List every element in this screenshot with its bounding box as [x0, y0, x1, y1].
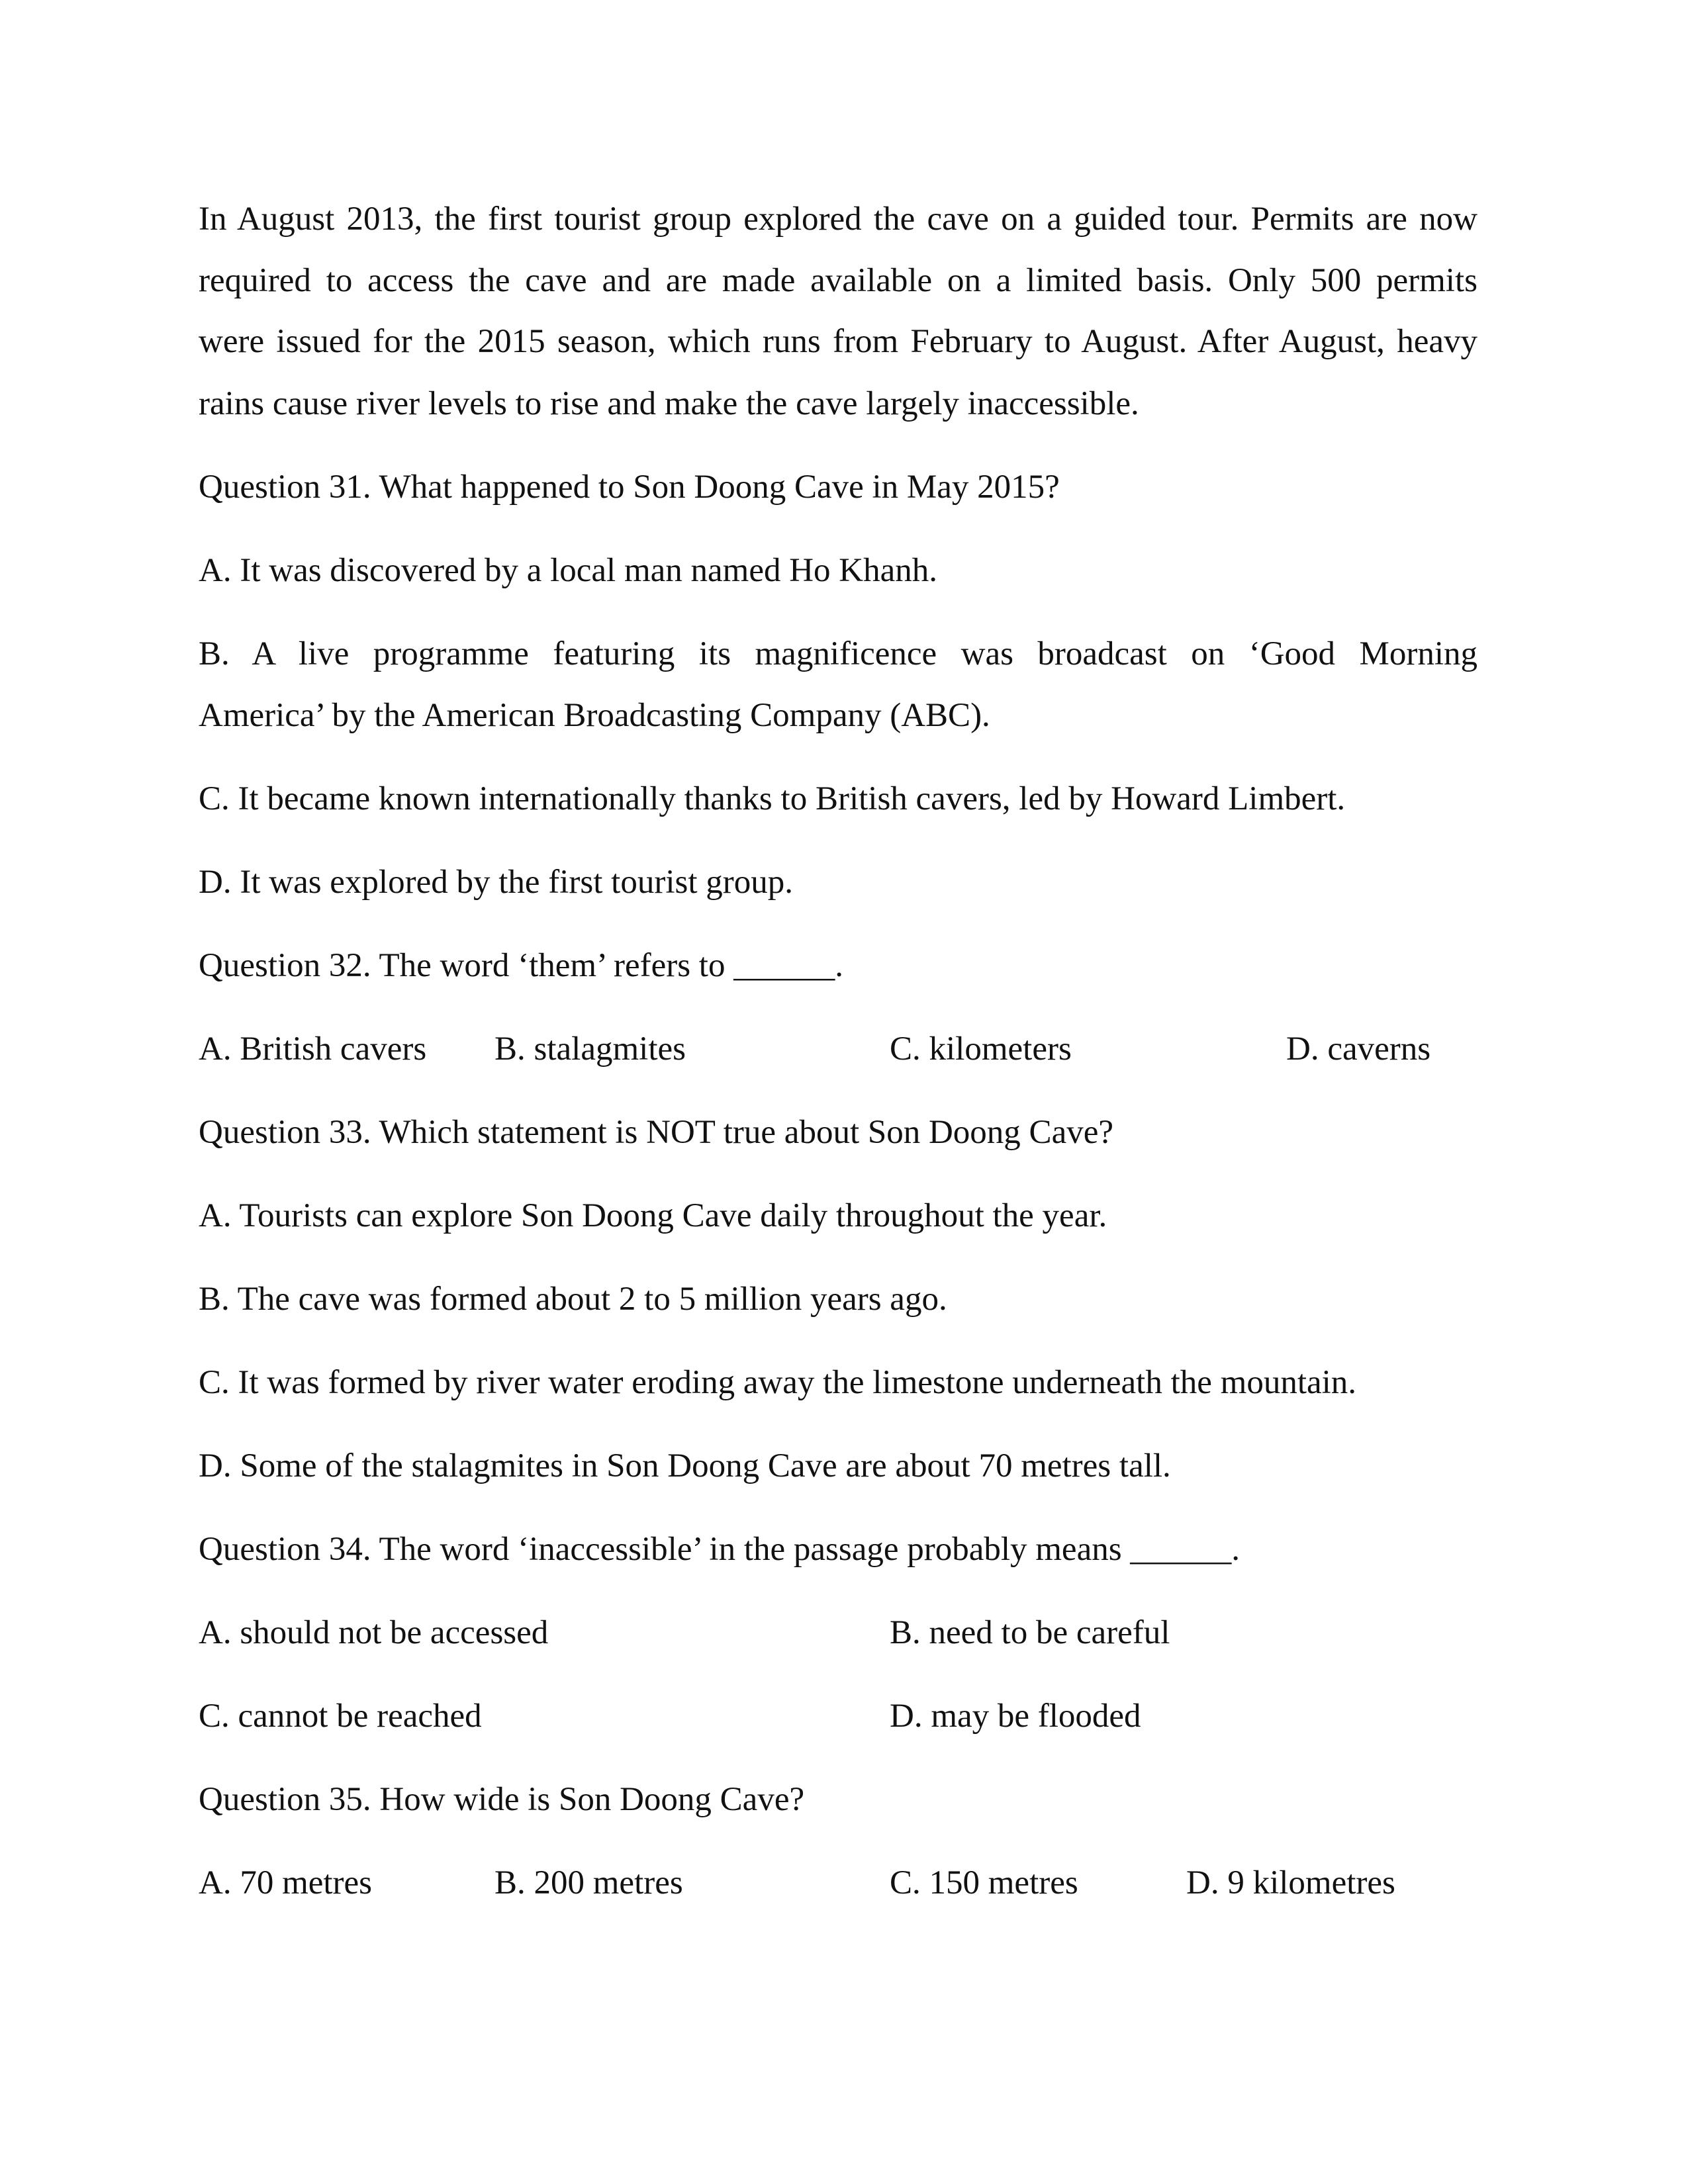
question-35-option-b: B. 200 metres [494, 1864, 683, 1901]
question-33-stem: Question 33. Which statement is NOT true about Son Doong Cave? [199, 1114, 1113, 1151]
question-33-option-b: B. The cave was formed about 2 to 5 million years ago. [199, 1281, 947, 1318]
question-32-option-b: B. stalagmites [494, 1030, 686, 1068]
question-34-option-c: C. cannot be reached [199, 1698, 482, 1735]
question-31-stem: Question 31. What happened to Son Doong Cave in May 2015? [199, 469, 1060, 506]
question-32-option-a: A. British cavers [199, 1030, 427, 1068]
question-34-option-d: D. may be flooded [890, 1698, 1141, 1735]
question-34-stem: Question 34. The word ‘inaccessible’ in the passage probably means ______. [199, 1531, 1241, 1568]
question-32-stem: Question 32. The word ‘them’ refers to ______. [199, 947, 843, 984]
question-31-option-c: C. It became known internationally thanks to British cavers, led by Howard Limbert. [199, 780, 1346, 817]
question-31-option-b-cont: America’ by the American Broadcasting Company (ABC). [199, 697, 990, 734]
question-31-option-a: A. It was discovered by a local man named Ho Khanh. [199, 552, 937, 589]
question-35-option-a: A. 70 metres [199, 1864, 373, 1901]
question-35-stem: Question 35. How wide is Son Doong Cave? [199, 1781, 805, 1818]
passage-line: were issued for the 2015 season, which runs from February to August. After August, heavy [199, 323, 1477, 360]
passage-line: In August 2013, the first tourist group explored the cave on a guided tour. Permits are now [199, 201, 1477, 238]
question-32-option-d: D. caverns [1286, 1030, 1431, 1068]
question-32-option-c: C. kilometers [890, 1030, 1072, 1068]
question-33-option-a: A. Tourists can explore Son Doong Cave daily throughout the year. [199, 1197, 1107, 1234]
passage-line: required to access the cave and are made available on a limited basis. Only 500 permits [199, 262, 1477, 299]
question-33-option-c: C. It was formed by river water eroding away the limestone underneath the mountain. [199, 1364, 1357, 1401]
question-31-option-d: D. It was explored by the first tourist group. [199, 864, 794, 901]
question-33-option-d: D. Some of the stalagmites in Son Doong Cave are about 70 metres tall. [199, 1447, 1171, 1484]
question-34-option-a: A. should not be accessed [199, 1614, 549, 1651]
question-35-option-d: D. 9 kilometres [1186, 1864, 1395, 1901]
question-35-option-c: C. 150 metres [890, 1864, 1078, 1901]
question-31-option-b: B. A live programme featuring its magnificence was broadcast on ‘Good Morning [199, 635, 1477, 672]
question-34-option-b: B. need to be careful [890, 1614, 1170, 1651]
passage-line: rains cause river levels to rise and make the cave largely inaccessible. [199, 385, 1139, 422]
